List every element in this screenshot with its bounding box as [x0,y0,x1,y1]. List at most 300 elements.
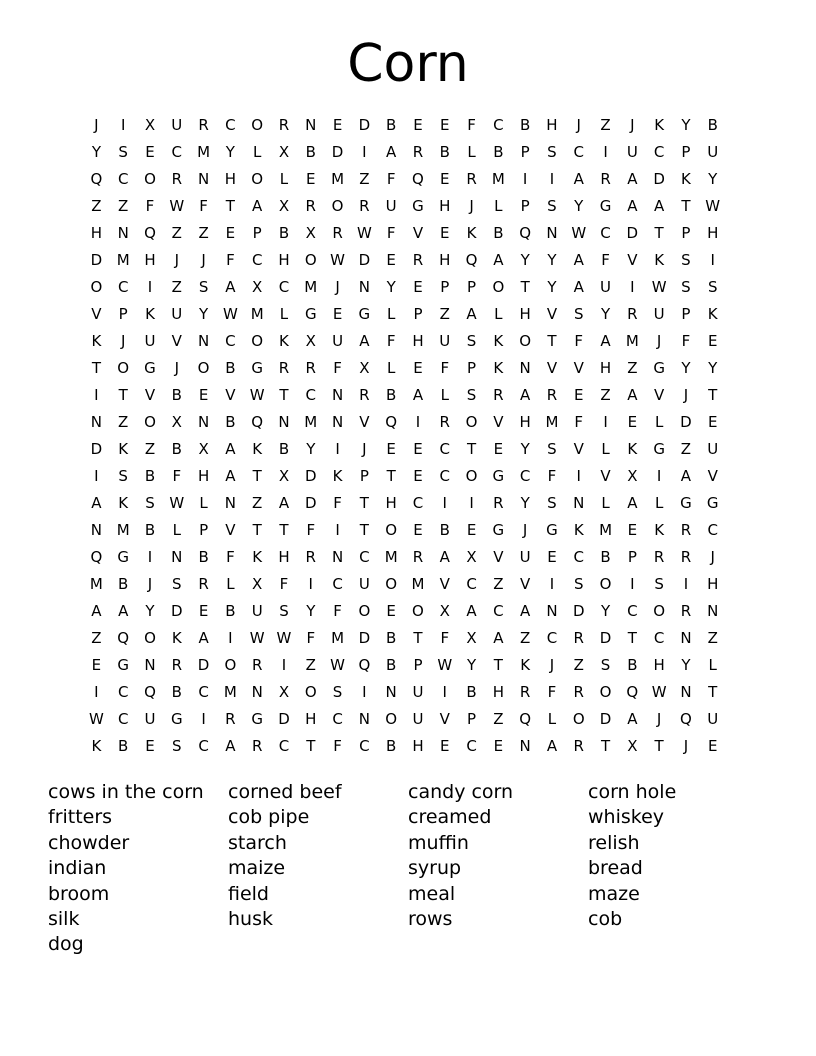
grid-letter[interactable]: F [145,197,155,215]
grid-letter[interactable]: K [332,467,343,485]
grid-letter[interactable]: O [144,170,156,188]
grid-letter[interactable]: I [362,143,367,161]
grid-letter[interactable]: A [466,305,477,323]
grid-letter[interactable]: F [226,251,235,269]
grid-letter[interactable]: L [601,494,610,512]
grid-letter[interactable]: V [412,224,424,242]
grid-letter[interactable]: Z [493,575,504,593]
grid-letter[interactable]: J [174,359,179,377]
grid-letter[interactable]: H [385,494,397,512]
grid-letter[interactable]: M [599,521,613,539]
grid-letter[interactable]: J [469,197,474,215]
grid-letter[interactable]: E [413,521,423,539]
grid-letter[interactable]: U [251,602,263,620]
grid-letter[interactable]: P [413,305,423,323]
grid-letter[interactable]: H [546,116,558,134]
grid-letter[interactable]: Y [225,143,235,161]
grid-letter[interactable]: Q [626,683,639,701]
grid-letter[interactable]: E [413,116,423,134]
grid-letter[interactable]: J [94,116,99,134]
grid-letter[interactable]: F [199,197,208,215]
grid-letter[interactable]: C [519,467,531,485]
grid-letter[interactable]: T [279,386,289,404]
grid-letter[interactable]: O [412,602,424,620]
grid-letter[interactable]: C [493,602,504,620]
grid-letter[interactable]: T [118,386,128,404]
grid-letter[interactable]: B [386,386,397,404]
grid-letter[interactable]: N [331,386,344,404]
grid-letter[interactable]: A [573,170,584,188]
grid-letter[interactable]: D [197,656,210,674]
grid-letter[interactable]: U [171,116,183,134]
grid-letter[interactable]: A [680,467,692,485]
grid-letter[interactable]: G [706,494,719,512]
grid-letter[interactable]: A [225,278,236,296]
grid-letter[interactable]: P [467,710,477,728]
grid-letter[interactable]: C [653,143,665,161]
grid-letter[interactable]: A [91,494,102,512]
grid-letter[interactable]: R [653,548,665,566]
grid-letter[interactable]: Q [465,251,478,269]
grid-letter[interactable]: I [522,170,528,188]
grid-letter[interactable]: T [413,629,423,647]
grid-letter[interactable]: A [627,710,638,728]
grid-letter[interactable]: C [117,683,129,701]
grid-letter[interactable]: T [547,332,557,350]
grid-letter[interactable]: U [412,710,424,728]
grid-letter[interactable]: U [707,710,719,728]
grid-letter[interactable]: G [251,359,263,377]
grid-letter[interactable]: Z [118,197,129,215]
grid-letter[interactable]: V [225,386,236,404]
grid-letter[interactable]: N [144,656,156,674]
grid-letter[interactable]: A [573,278,584,296]
grid-letter[interactable]: Z [680,440,692,458]
grid-letter[interactable]: E [440,224,450,242]
grid-letter[interactable]: E [574,386,584,404]
grid-letter[interactable]: B [118,737,129,755]
grid-letter[interactable]: L [279,170,289,188]
grid-letter[interactable]: E [413,359,423,377]
grid-letter[interactable]: C [332,575,343,593]
grid-letter[interactable]: X [278,197,290,215]
grid-letter[interactable]: X [278,467,290,485]
grid-letter[interactable]: R [493,494,504,512]
grid-letter[interactable]: G [492,467,505,485]
grid-letter[interactable]: T [252,467,262,485]
grid-letter[interactable]: B [171,386,182,404]
grid-letter[interactable]: J [549,656,555,674]
grid-letter[interactable]: E [547,548,557,566]
grid-letter[interactable]: V [91,305,102,323]
grid-letter[interactable]: E [707,332,718,350]
grid-letter[interactable]: I [120,116,126,134]
grid-letter[interactable]: Z [91,197,102,215]
grid-letter[interactable]: K [493,359,504,377]
grid-letter[interactable]: Z [493,710,504,728]
grid-letter[interactable]: A [520,602,531,620]
grid-letter[interactable]: I [656,467,662,485]
grid-letter[interactable]: R [412,143,424,161]
grid-letter[interactable]: C [225,332,236,350]
grid-letter[interactable]: A [386,143,397,161]
grid-letter[interactable]: K [252,548,263,566]
grid-letter[interactable]: S [466,386,477,404]
grid-letter[interactable]: I [683,575,689,593]
grid-letter[interactable]: M [89,575,103,593]
grid-letter[interactable]: A [627,494,638,512]
grid-letter[interactable]: R [600,170,611,188]
grid-letter[interactable]: U [171,305,183,323]
grid-letter[interactable]: N [358,278,370,296]
grid-letter[interactable]: T [708,386,718,404]
grid-letter[interactable]: L [386,305,396,323]
grid-letter[interactable]: M [384,548,398,566]
grid-letter[interactable]: S [654,575,664,593]
grid-letter[interactable]: R [305,548,316,566]
grid-letter[interactable]: R [225,710,236,728]
grid-letter[interactable]: R [305,359,316,377]
grid-letter[interactable]: S [547,440,557,458]
grid-letter[interactable]: H [224,170,237,188]
grid-letter[interactable]: I [94,467,99,485]
grid-letter[interactable]: U [707,440,719,458]
grid-letter[interactable]: W [705,197,721,215]
grid-letter[interactable]: F [547,467,557,485]
grid-letter[interactable]: M [116,521,130,539]
grid-letter[interactable]: Y [708,170,718,188]
grid-letter[interactable]: E [440,737,450,755]
grid-letter[interactable]: O [465,413,478,431]
grid-letter[interactable]: L [199,494,208,512]
grid-letter[interactable]: P [681,143,691,161]
grid-letter[interactable]: R [278,359,290,377]
grid-letter[interactable]: F [333,737,342,755]
grid-letter[interactable]: Z [198,224,209,242]
grid-letter[interactable]: J [656,710,662,728]
grid-letter[interactable]: Y [600,305,611,323]
grid-letter[interactable]: V [225,521,236,539]
grid-letter[interactable]: Q [251,413,264,431]
grid-letter[interactable]: Z [171,224,182,242]
grid-letter[interactable]: Q [144,683,156,701]
grid-letter[interactable]: G [492,521,505,539]
grid-letter[interactable]: S [600,656,611,674]
grid-letter[interactable]: V [707,467,718,485]
grid-letter[interactable]: F [226,548,235,566]
grid-letter[interactable]: Q [90,170,103,188]
grid-letter[interactable]: O [385,710,398,728]
grid-letter[interactable]: B [466,683,477,701]
grid-letter[interactable]: E [627,413,638,431]
grid-letter[interactable]: R [198,575,209,593]
grid-letter[interactable]: V [546,305,558,323]
grid-letter[interactable]: E [707,737,718,755]
grid-letter[interactable]: D [599,629,612,647]
grid-letter[interactable]: C [653,629,665,647]
grid-letter[interactable]: E [198,602,209,620]
grid-letter[interactable]: L [440,386,449,404]
grid-letter[interactable]: O [465,467,478,485]
grid-letter[interactable]: R [627,305,638,323]
grid-letter[interactable]: F [601,251,610,269]
grid-letter[interactable]: H [278,548,290,566]
grid-letter[interactable]: D [90,440,103,458]
grid-letter[interactable]: S [707,278,718,296]
grid-letter[interactable]: W [330,251,345,269]
grid-letter[interactable]: M [331,629,345,647]
grid-letter[interactable]: R [251,656,263,674]
grid-letter[interactable]: T [359,494,369,512]
grid-letter[interactable]: M [625,332,639,350]
grid-letter[interactable]: J [630,116,635,134]
grid-letter[interactable]: J [174,251,179,269]
grid-letter[interactable]: P [681,224,691,242]
grid-letter[interactable]: K [118,440,129,458]
grid-letter[interactable]: A [600,332,611,350]
grid-letter[interactable]: M [331,170,345,188]
grid-letter[interactable]: I [603,143,608,161]
grid-letter[interactable]: U [653,305,665,323]
grid-letter[interactable]: D [358,629,371,647]
grid-letter[interactable]: W [571,224,587,242]
grid-letter[interactable]: L [547,710,557,728]
grid-letter[interactable]: L [386,359,396,377]
grid-letter[interactable]: I [335,521,340,539]
grid-letter[interactable]: V [600,467,611,485]
grid-letter[interactable]: H [492,683,504,701]
grid-letter[interactable]: W [330,656,345,674]
grid-letter[interactable]: C [171,143,183,161]
grid-letter[interactable]: O [251,170,264,188]
grid-letter[interactable]: Q [680,710,692,728]
grid-letter[interactable]: B [144,467,156,485]
grid-letter[interactable]: Y [574,197,584,215]
grid-letter[interactable]: X [252,575,263,593]
grid-letter[interactable]: K [654,116,665,134]
grid-letter[interactable]: R [493,386,504,404]
grid-letter[interactable]: E [145,143,155,161]
grid-letter[interactable]: P [413,656,423,674]
grid-letter[interactable]: D [304,494,317,512]
grid-letter[interactable]: F [574,413,584,431]
grid-letter[interactable]: O [304,683,317,701]
grid-letter[interactable]: I [94,386,99,404]
grid-letter[interactable]: Q [144,224,156,242]
grid-letter[interactable]: X [305,224,316,242]
grid-letter[interactable]: K [654,521,665,539]
grid-letter[interactable]: V [654,386,665,404]
grid-letter[interactable]: F [547,683,557,701]
grid-letter[interactable]: N [171,548,183,566]
grid-letter[interactable]: X [144,116,156,134]
grid-letter[interactable]: I [308,575,313,593]
grid-letter[interactable]: J [201,251,206,269]
grid-letter[interactable]: V [359,413,370,431]
grid-letter[interactable]: T [359,521,369,539]
grid-letter[interactable]: N [197,413,210,431]
grid-letter[interactable]: H [90,224,103,242]
grid-letter[interactable]: D [358,251,371,269]
grid-letter[interactable]: S [198,278,209,296]
grid-letter[interactable]: S [681,278,691,296]
grid-letter[interactable]: Y [708,359,718,377]
grid-letter[interactable]: T [654,737,664,755]
grid-letter[interactable]: W [356,224,372,242]
grid-letter[interactable]: S [573,575,584,593]
grid-letter[interactable]: T [708,683,718,701]
grid-letter[interactable]: Z [359,170,370,188]
grid-letter[interactable]: Y [681,116,691,134]
grid-letter[interactable]: T [225,197,235,215]
grid-letter[interactable]: R [546,386,558,404]
grid-letter[interactable]: E [493,440,504,458]
grid-letter[interactable]: X [171,413,182,431]
grid-letter[interactable]: F [333,359,342,377]
grid-letter[interactable]: Z [144,440,156,458]
grid-letter[interactable]: L [172,521,181,539]
grid-letter[interactable]: C [493,116,504,134]
grid-letter[interactable]: P [520,197,530,215]
grid-letter[interactable]: N [680,629,692,647]
grid-letter[interactable]: U [519,548,531,566]
grid-letter[interactable]: N [305,116,317,134]
grid-letter[interactable]: Z [573,656,584,674]
grid-letter[interactable]: Y [600,602,611,620]
grid-letter[interactable]: A [225,440,236,458]
grid-letter[interactable]: P [627,548,637,566]
grid-letter[interactable]: B [707,116,718,134]
grid-letter[interactable]: G [412,197,424,215]
grid-letter[interactable]: N [90,413,103,431]
grid-letter[interactable]: V [493,413,504,431]
grid-letter[interactable]: H [305,710,317,728]
grid-letter[interactable]: N [278,413,290,431]
grid-letter[interactable]: Z [600,116,611,134]
grid-letter[interactable]: B [144,521,156,539]
grid-letter[interactable]: U [358,575,370,593]
grid-letter[interactable]: T [306,737,316,755]
grid-letter[interactable]: F [681,332,691,350]
grid-letter[interactable]: R [680,521,692,539]
grid-letter[interactable]: C [359,737,370,755]
grid-letter[interactable]: W [651,683,667,701]
grid-letter[interactable]: D [358,116,371,134]
grid-letter[interactable]: C [278,737,290,755]
grid-letter[interactable]: A [546,737,558,755]
grid-letter[interactable]: Y [91,143,101,161]
grid-letter[interactable]: T [681,197,691,215]
grid-letter[interactable]: Y [199,305,209,323]
grid-letter[interactable]: F [386,170,396,188]
grid-letter[interactable]: V [493,548,504,566]
grid-letter[interactable]: X [252,278,263,296]
grid-letter[interactable]: Z [439,305,450,323]
grid-letter[interactable]: K [118,494,129,512]
grid-letter[interactable]: R [198,116,209,134]
grid-letter[interactable]: C [225,116,236,134]
grid-letter[interactable]: A [466,602,477,620]
grid-letter[interactable]: F [306,629,316,647]
grid-letter[interactable]: R [466,170,477,188]
grid-letter[interactable]: I [549,170,555,188]
grid-letter[interactable]: S [332,683,343,701]
grid-letter[interactable]: Q [519,224,532,242]
grid-letter[interactable]: K [91,332,102,350]
grid-letter[interactable]: C [117,710,129,728]
grid-letter[interactable]: A [118,602,129,620]
grid-letter[interactable]: O [117,359,130,377]
grid-letter[interactable]: L [494,305,503,323]
grid-letter[interactable]: X [278,683,290,701]
grid-letter[interactable]: I [362,683,367,701]
grid-letter[interactable]: V [520,575,531,593]
grid-letter[interactable]: P [118,305,128,323]
grid-letter[interactable]: A [225,737,236,755]
grid-letter[interactable]: C [332,710,343,728]
grid-letter[interactable]: R [573,683,584,701]
grid-letter[interactable]: E [413,440,423,458]
grid-letter[interactable]: X [198,440,209,458]
grid-letter[interactable]: E [198,386,209,404]
grid-letter[interactable]: F [386,224,396,242]
grid-letter[interactable]: M [545,413,559,431]
grid-letter[interactable]: T [466,440,477,458]
grid-letter[interactable]: F [279,575,289,593]
grid-letter[interactable]: L [494,197,503,215]
grid-letter[interactable]: V [573,359,584,377]
grid-letter[interactable]: V [439,710,450,728]
grid-letter[interactable]: I [710,251,715,269]
grid-letter[interactable]: M [411,575,425,593]
grid-letter[interactable]: E [332,305,343,323]
grid-letter[interactable]: B [278,440,290,458]
grid-letter[interactable]: O [519,332,532,350]
grid-letter[interactable]: H [519,305,531,323]
grid-letter[interactable]: A [627,386,638,404]
grid-letter[interactable]: K [466,224,477,242]
grid-letter[interactable]: R [305,197,316,215]
grid-letter[interactable]: A [278,494,290,512]
grid-letter[interactable]: M [304,413,318,431]
grid-letter[interactable]: S [172,737,182,755]
grid-letter[interactable]: W [88,710,104,728]
grid-letter[interactable]: D [599,710,612,728]
grid-letter[interactable]: E [493,737,504,755]
grid-letter[interactable]: I [576,467,581,485]
grid-letter[interactable]: S [547,143,557,161]
grid-letter[interactable]: I [281,656,287,674]
grid-letter[interactable]: U [439,332,451,350]
grid-letter[interactable]: B [225,413,236,431]
grid-letter[interactable]: R [359,386,370,404]
grid-letter[interactable]: W [276,629,292,647]
grid-letter[interactable]: A [412,386,424,404]
grid-letter[interactable]: J [120,332,126,350]
grid-letter[interactable]: N [197,170,210,188]
grid-letter[interactable]: B [171,440,182,458]
grid-letter[interactable]: T [91,359,101,377]
grid-letter[interactable]: I [442,494,447,512]
grid-letter[interactable]: D [90,251,103,269]
grid-letter[interactable]: G [599,197,612,215]
grid-letter[interactable]: J [576,116,581,134]
grid-letter[interactable]: R [573,629,584,647]
grid-letter[interactable]: H [144,251,156,269]
grid-letter[interactable]: Y [681,656,691,674]
grid-letter[interactable]: L [279,305,289,323]
grid-letter[interactable]: N [573,494,585,512]
